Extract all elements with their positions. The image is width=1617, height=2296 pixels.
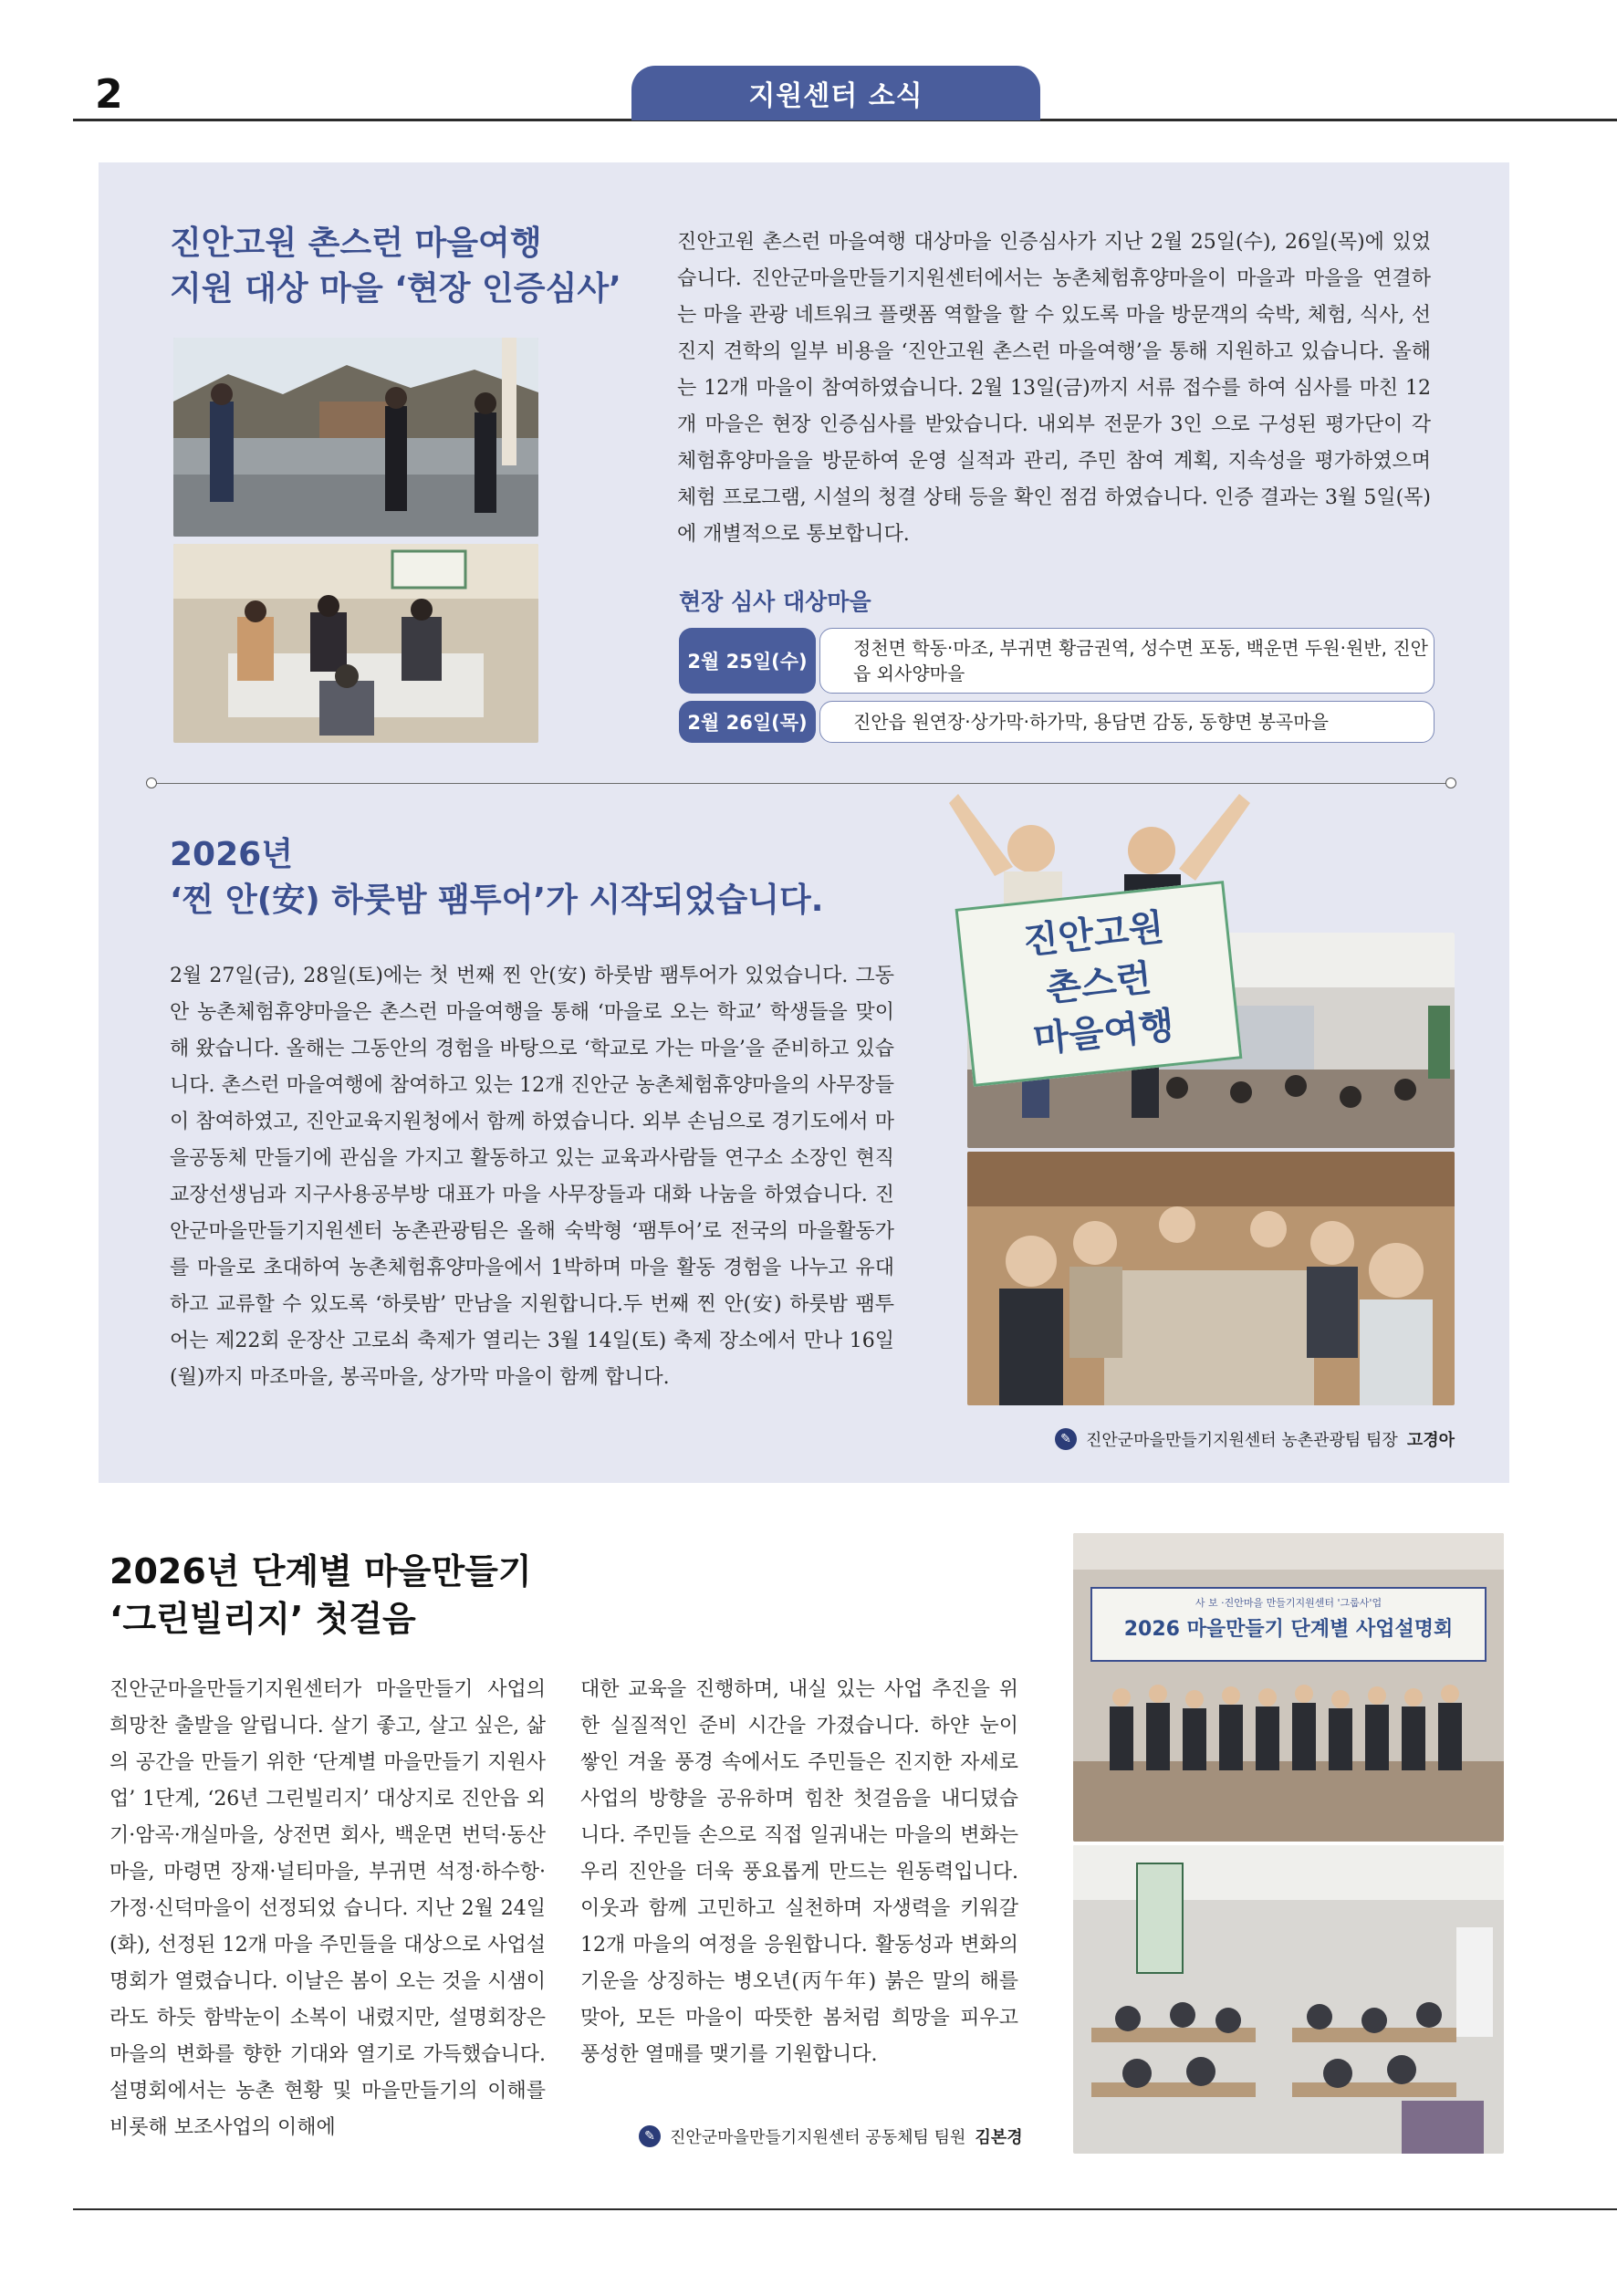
- sign-board: [955, 881, 1243, 1087]
- sign-line-1: 진안고원: [1021, 906, 1166, 964]
- article3-body-left: 진안군마을만들기지원센터가 마을만들기 사업의 희망찬 출발을 알립니다. 살기 좋고, 살고 싶은, 삶의 공간을 만들기 위한 ‘단계별 마을만들기 지원사업’ 1단계, ‘26년 그린빌리지’ 대상지로 진안읍 외기·암곡·개실마을, 상전면 회사, 백운면 번덕·동산마을, 마령면 장재·널티마을, 부귀면 석정·하수항·가정·신덕마을이 선정되었 습니다. 지난 2월 24일(화), 선정된 12개 마을 주민들을 대상으로 사업설명회가 열렸습니다. 이날은 봄이 오는 것을 시샘이라도 하듯 함박눈이 소복이 내렸지만, 설명회장은 마을의 변화를 향한 기대와 열기로 가득했습니다. 설명회에서는 농촌 현황 및 마을만들기의 이해를 비롯해 보조사업의 이해에: [110, 1678, 546, 2139]
- schedule-places-1: 정천면 학동·마조, 부귀면 황금권역, 성수면 포동, 백운면 두원·원반, 진안읍 외사양마을: [819, 628, 1434, 694]
- article3-title-line2: ‘그린빌리지’ 첫걸음: [110, 1599, 416, 1639]
- famtour-sign-cutout: [922, 794, 1278, 1122]
- inspection-photo-outdoor: [173, 338, 538, 537]
- divider-dot-left: [146, 778, 157, 788]
- article3-credit-org: 진안군마을만들기지원센터 공동체팀 팀원: [670, 2128, 966, 2147]
- banner-title: 2026 마을만들기 단계별 사업설명회: [1123, 1618, 1454, 1641]
- article3-credit: [639, 2124, 1023, 2148]
- banner-small-text: 사 보 ·진안마을 만들기지원센터 '그룹사'업: [1194, 1597, 1382, 1609]
- article2-body: 2월 27일(금), 28일(토)에는 첫 번째 찐 안(安) 하룻밤 팸투어가 있었습니다. 그동안 농촌체험휴양마을은 촌스런 마을여행을 통해 ‘마을로 오는 학교’ 학생들을 맞이해 왔습니다. 올해는 그동안의 경험을 바탕으로 ‘학교로 가는 마을’을 준비하고 있습니다. 촌스런 마을여행에 참여하고 있는 12개 진안군 농촌체험휴양마을의 사무장들이 참여하였고, 진안교육지원청에서 함께 하였습니다. 외부 손님으로 경기도에서 마을공동체 만들기에 관심을 가지고 활동하고 있는 교육과사람들 연구소 소장인 현직 교장선생님과 지구사용공부방 대표가 마을 사무장들과 대화 나눔을 하였습니다. 진안군마을만들기지원센터 농촌관광팀은 올해 숙박형 ‘팸투어’로 전국의 마을활동가를 마을로 초대하여 농촌체험휴양마을에서 1박하며 마을 활동 경험을 나누고 유대하고 교류할 수 있도록 ‘하룻밤’ 만남을 지원합니다.두 번째 찐 안(安) 하룻밤 팸투어는 제22회 운장산 고로쇠 축제가 열리는 3월 14일(토) 축제 장소에서 만나 16일(월)까지 마조마을, 봉곡마을, 상가막 마을이 함께 합니다.: [170, 965, 894, 1389]
- schedule-title: 현장 심사 대상마을: [679, 589, 871, 615]
- article2-title-line1: 2026년: [170, 836, 293, 873]
- schedule-date-2: 2월 26일(목): [679, 701, 816, 743]
- inspection-photo-indoor: [173, 544, 538, 743]
- article1-title: [170, 221, 621, 312]
- sign-line-3: 마을여행: [1031, 1004, 1176, 1061]
- article3-credit-name: 김본경: [975, 2128, 1023, 2147]
- schedule-places-2: 진안읍 원연장·상가막·하가막, 용담면 감동, 동향면 봉곡마을: [819, 701, 1434, 743]
- footer-rule: [73, 2208, 1617, 2210]
- article3-title: [110, 1548, 532, 1643]
- article2-credit: [1055, 1427, 1455, 1451]
- article-divider: [153, 783, 1449, 784]
- section-tab: 지원센터 소식: [631, 66, 1040, 120]
- article2-title-line2: ‘찐 안(安) 하룻밤 팸투어’가 시작되었습니다.: [170, 882, 824, 919]
- page-number: 2: [95, 71, 123, 118]
- article1-title-line2: 지원 대상 마을 ‘현장 인증심사’: [170, 270, 621, 308]
- briefing-photo-group: [1073, 1533, 1504, 1842]
- pen-icon: ✎: [639, 2125, 661, 2147]
- pen-icon: ✎: [1055, 1428, 1077, 1450]
- article2-credit-name: 고경아: [1406, 1431, 1455, 1450]
- article2-title: [170, 832, 823, 924]
- article1-title-line1: 진안고원 촌스런 마을여행: [170, 224, 542, 262]
- article2-credit-org: 진안군마을만들기지원센터 농촌관광팀 팀장: [1086, 1431, 1398, 1450]
- schedule-date-1: 2월 25일(수): [679, 628, 816, 694]
- article1-body: 진안고원 촌스런 마을여행 대상마을 인증심사가 지난 2월 25일(수), 26일(목)에 있었습니다. 진안군마을만들기지원센터에서는 농촌체험휴양마을이 마을과 마을을 연결하는 마을 관광 네트워크 플랫폼 역할을 할 수 있도록 마을 방문객의 숙박, 체험, 식사, 선진지 견학의 일부 비용을 ‘진안고원 촌스런 마을여행’을 통해 지원하고 있습니다. 올해는 12개 마을이 참여하였습니다. 2월 13일(금)까지 서류 접수를 하여 심사를 마친 12개 마을은 현장 인증심사를 받았습니다. 내외부 전문가 3인 으로 구성된 평가단이 각 체험휴양마을을 방문하여 운영 실적과 관리, 주민 참여 계획, 지속성을 평가하였으며 체험 프로그램, 시설의 청결 상태 등을 확인 점검 하였습니다. 인증 결과는 3월 5일(목)에 개별적으로 통보합니다.: [677, 231, 1431, 546]
- divider-dot-right: [1445, 778, 1456, 788]
- briefing-photo-audience: [1073, 1845, 1504, 2154]
- famtour-photo-group: [967, 1152, 1455, 1405]
- article3-title-line1: 2026년 단계별 마을만들기: [110, 1551, 532, 1592]
- article3-body-right: 대한 교육을 진행하며, 내실 있는 사업 추진을 위한 실질적인 준비 시간을 가졌습니다. 하얀 눈이 쌓인 겨울 풍경 속에서도 주민들은 진지한 자세로 사업의 방향을 공유하며 힘찬 첫걸음을 내디뎠습니다. 주민들 손으로 직접 일궈내는 마을의 변화는 우리 진안을 더욱 풍요롭게 만드는 원동력입니다. 이웃과 함께 고민하고 실천하며 자생력을 키워갈 12개 마을의 여정을 응원합니다. 활동성과 변화의 기운을 상징하는 병오년(丙午年) 붉은 말의 해를 맞아, 모든 마을이 따뜻한 봄처럼 희망을 피우고 풍성한 열매를 맺기를 기원합니다.: [580, 1678, 1018, 2066]
- sign-line-2: 촌스런: [1043, 957, 1154, 1010]
